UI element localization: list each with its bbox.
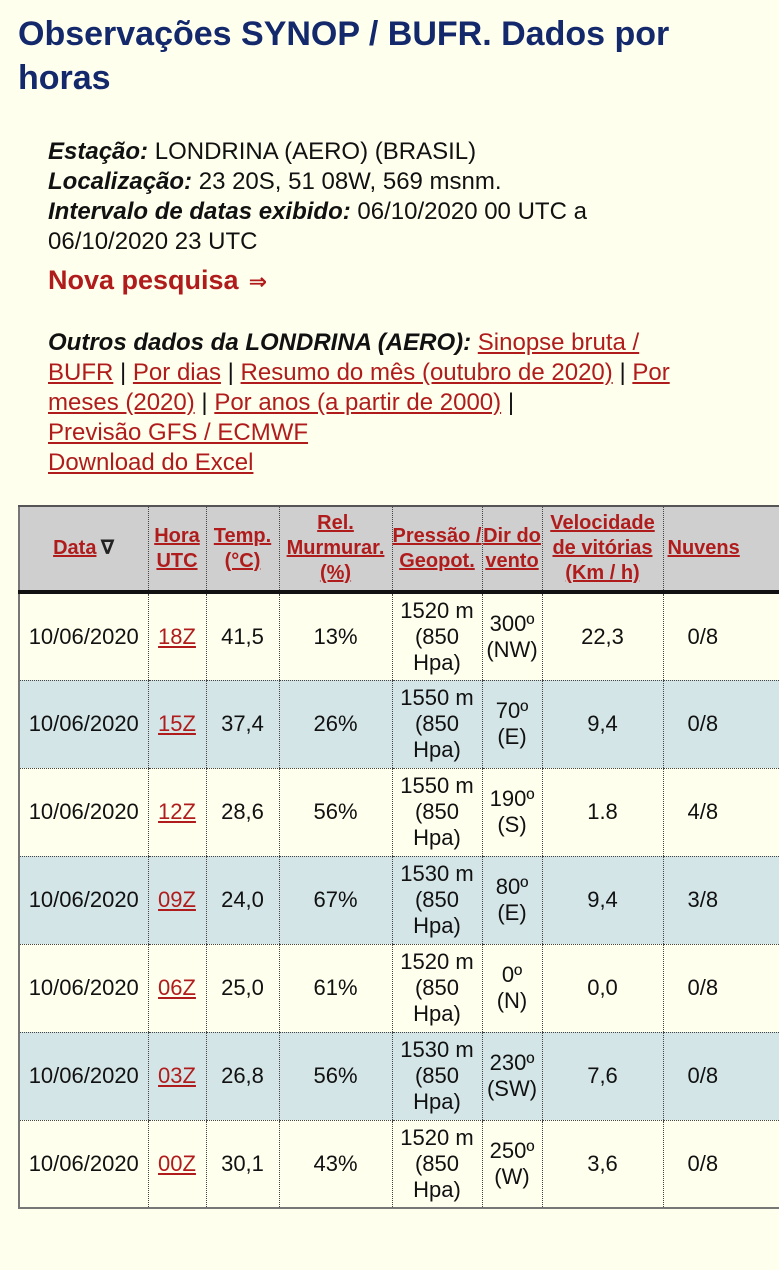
- cell-hora: [148, 1120, 206, 1208]
- sort-pressao-link[interactable]: Pressão / Geopot.: [392, 524, 482, 572]
- cell-pressao: [392, 856, 482, 944]
- sort-hora-link[interactable]: Hora UTC: [154, 524, 200, 572]
- cell-data: 10/06/2020: [19, 680, 148, 768]
- dir-cardinal: (NW): [486, 636, 538, 662]
- link-por-meses[interactable]: Por meses (2020): [48, 359, 670, 416]
- dir-degrees: 0º: [501, 962, 523, 987]
- table-row: [19, 680, 779, 768]
- dir-cardinal: (SW): [486, 1076, 538, 1101]
- pressao-line: (850: [414, 1150, 460, 1176]
- pressao-line: Hpa): [413, 1089, 461, 1114]
- page-title: Observações SYNOP / BUFR. Dados por horas: [18, 15, 670, 97]
- dir-degrees: 80º: [495, 874, 529, 899]
- cell-hora: [148, 768, 206, 856]
- observations-table: [18, 505, 779, 1209]
- dir-degrees: 250º: [489, 1137, 535, 1163]
- cell-dir: [482, 1032, 542, 1120]
- dir-degrees: 300º: [489, 610, 535, 636]
- interval-value: 06/10/2020 00 UTC a 06/10/2020 23 UTC: [48, 198, 587, 255]
- cell-hora: [148, 1032, 206, 1120]
- observations-table-wrapper: [18, 505, 740, 1210]
- link-por-dias[interactable]: Por dias: [132, 359, 221, 386]
- cell-rel: 56%: [279, 768, 392, 856]
- cell-pressao: [392, 1032, 482, 1120]
- interval-label: Intervalo de datas exibido:: [48, 198, 351, 225]
- pressao-line: Hpa): [413, 1176, 461, 1202]
- table-row: [19, 592, 779, 680]
- sort-rel-link[interactable]: Rel. Murmurar. (%): [286, 512, 385, 584]
- cell-rel: 26%: [279, 680, 392, 768]
- cell-data: 10/06/2020: [19, 944, 148, 1032]
- link-separator: |: [619, 359, 626, 386]
- link-download-excel[interactable]: Download do Excel: [48, 449, 254, 476]
- cell-temp: 41,5: [206, 592, 279, 680]
- link-separator: |: [201, 389, 208, 416]
- cell-temp: 37,4: [206, 680, 279, 768]
- table-row: [19, 768, 779, 856]
- pressao-line: (850: [414, 887, 460, 912]
- pressao-line: (850: [414, 1063, 460, 1088]
- station-label: Estação:: [48, 138, 149, 165]
- dir-degrees: 70º: [495, 698, 529, 723]
- hora-link[interactable]: 09Z: [158, 887, 196, 912]
- pressao-line: (850: [414, 711, 460, 736]
- pressao-line: (850: [414, 975, 460, 1000]
- cell-data: 10/06/2020: [19, 768, 148, 856]
- cell-pressao: [392, 768, 482, 856]
- cell-data: 10/06/2020: [19, 1032, 148, 1120]
- cell-hora: [148, 944, 206, 1032]
- pressao-line: Hpa): [413, 1001, 461, 1026]
- cell-temp: 26,8: [206, 1032, 279, 1120]
- cell-rel: 61%: [279, 944, 392, 1032]
- location-value: 23 20S, 51 08W, 569 msnm.: [198, 168, 502, 195]
- table-header-row: [19, 506, 779, 592]
- cell-hora: [148, 856, 206, 944]
- hora-link[interactable]: 18Z: [158, 623, 196, 649]
- dir-degrees: 190º: [489, 786, 535, 811]
- dir-cardinal: (E): [497, 900, 527, 925]
- sort-temp-link[interactable]: Temp. (°C): [213, 524, 272, 572]
- cell-rel: 13%: [279, 592, 392, 680]
- cell-vel: 0,0: [542, 944, 663, 1032]
- pressao-line: Hpa): [413, 649, 461, 675]
- cell-dir: [482, 592, 542, 680]
- dir-degrees: 230º: [489, 1050, 535, 1075]
- pressao-line: Hpa): [413, 825, 461, 850]
- cell-rel: 43%: [279, 1120, 392, 1208]
- cell-vel: 22,3: [542, 592, 663, 680]
- arrow-right-icon: ⇒: [248, 269, 268, 294]
- cell-data: 10/06/2020: [19, 856, 148, 944]
- pressao-line: 1550 m: [400, 773, 474, 798]
- hora-link[interactable]: 15Z: [158, 711, 196, 736]
- col-header-dir[interactable]: [482, 506, 542, 592]
- col-header-rel[interactable]: [279, 506, 392, 592]
- link-resumo-mes[interactable]: Resumo do mês (outubro de 2020): [240, 359, 613, 386]
- cell-vel: 9,4: [542, 856, 663, 944]
- col-header-pressao[interactable]: [392, 506, 482, 592]
- pressao-line: (850: [414, 799, 460, 824]
- nova-pesquisa-label[interactable]: Nova pesquisa: [48, 265, 239, 295]
- cell-data: 10/06/2020: [19, 1120, 148, 1208]
- cell-vel: 9,4: [542, 680, 663, 768]
- dir-cardinal: (S): [497, 812, 527, 837]
- hora-link[interactable]: 06Z: [158, 975, 196, 1000]
- cell-nuvens: 3/8: [663, 856, 779, 944]
- dir-cardinal: (N): [496, 988, 528, 1013]
- link-separator: |: [227, 359, 234, 386]
- link-separator: |: [120, 359, 127, 386]
- cell-dir: [482, 680, 542, 768]
- interval-line: [48, 197, 698, 257]
- pressao-line: 1520 m: [400, 597, 474, 623]
- col-header-nuvens[interactable]: [663, 506, 779, 592]
- pressao-line: (850: [414, 623, 460, 649]
- pressao-line: Hpa): [413, 913, 461, 938]
- pressao-line: Hpa): [413, 737, 461, 762]
- table-row: [19, 1120, 779, 1208]
- other-data-links: [48, 328, 708, 478]
- cell-vel: 7,6: [542, 1032, 663, 1120]
- table-row: [19, 1032, 779, 1120]
- cell-temp: 25,0: [206, 944, 279, 1032]
- cell-nuvens: 0/8: [663, 680, 779, 768]
- nova-pesquisa-link[interactable]: [48, 264, 267, 298]
- cell-data: 10/06/2020: [19, 592, 148, 680]
- cell-pressao: [392, 680, 482, 768]
- other-data-label: Outros dados da LONDRINA (AERO):: [48, 329, 472, 356]
- link-separator: |: [507, 389, 515, 416]
- link-sinopse-bruta[interactable]: Sinopse bruta / BUFR: [48, 329, 640, 386]
- cell-dir: [482, 944, 542, 1032]
- station-info: [48, 137, 698, 257]
- pressao-line: 1550 m: [400, 685, 474, 710]
- cell-nuvens: 4/8: [663, 768, 779, 856]
- cell-pressao: [392, 944, 482, 1032]
- table-row: [19, 856, 779, 944]
- cell-hora: [148, 592, 206, 680]
- cell-dir: [482, 856, 542, 944]
- cell-pressao: [392, 1120, 482, 1208]
- cell-nuvens: 0/8: [663, 1032, 779, 1120]
- cell-vel: 1.8: [542, 768, 663, 856]
- pressao-line: 1530 m: [400, 861, 474, 886]
- pressao-line: 1520 m: [400, 949, 474, 974]
- cell-dir: [482, 768, 542, 856]
- sort-desc-icon: ∇: [100, 537, 115, 559]
- cell-rel: 56%: [279, 1032, 392, 1120]
- cell-nuvens: 0/8: [663, 592, 779, 680]
- cell-vel: 3,6: [542, 1120, 663, 1208]
- cell-rel: 67%: [279, 856, 392, 944]
- table-row: [19, 944, 779, 1032]
- col-header-temp[interactable]: [206, 506, 279, 592]
- hora-link[interactable]: 12Z: [158, 799, 196, 824]
- cell-pressao: [392, 592, 482, 680]
- sort-dir-link[interactable]: Dir do vento: [483, 524, 541, 572]
- pressao-line: 1530 m: [400, 1037, 474, 1062]
- sort-nuvens-link[interactable]: Nuvens: [667, 537, 740, 559]
- sort-vel-link[interactable]: Velocidade de vitórias (Km / h): [550, 512, 655, 584]
- col-header-data[interactable]: [19, 506, 148, 592]
- station-value: LONDRINA (AERO) (BRASIL): [154, 138, 477, 165]
- location-line: [48, 167, 698, 197]
- cell-nuvens: 0/8: [663, 1120, 779, 1208]
- col-header-vel[interactable]: [542, 506, 663, 592]
- dir-cardinal: (W): [494, 1163, 530, 1189]
- station-line: [48, 137, 698, 167]
- link-previsao[interactable]: Previsão GFS / ECMWF: [48, 419, 309, 446]
- pressao-line: 1520 m: [400, 1124, 474, 1150]
- location-label: Localização:: [48, 168, 193, 195]
- cell-nuvens: 0/8: [663, 944, 779, 1032]
- cell-temp: 24,0: [206, 856, 279, 944]
- link-por-anos[interactable]: Por anos (a partir de 2000): [214, 389, 502, 416]
- col-header-hora[interactable]: [148, 506, 206, 592]
- dir-cardinal: (E): [497, 724, 527, 749]
- sort-data-link[interactable]: Data: [53, 537, 97, 559]
- cell-dir: [482, 1120, 542, 1208]
- hora-link[interactable]: 03Z: [158, 1063, 196, 1088]
- hora-link[interactable]: 00Z: [158, 1150, 196, 1176]
- cell-temp: 28,6: [206, 768, 279, 856]
- cell-temp: 30,1: [206, 1120, 279, 1208]
- cell-hora: [148, 680, 206, 768]
